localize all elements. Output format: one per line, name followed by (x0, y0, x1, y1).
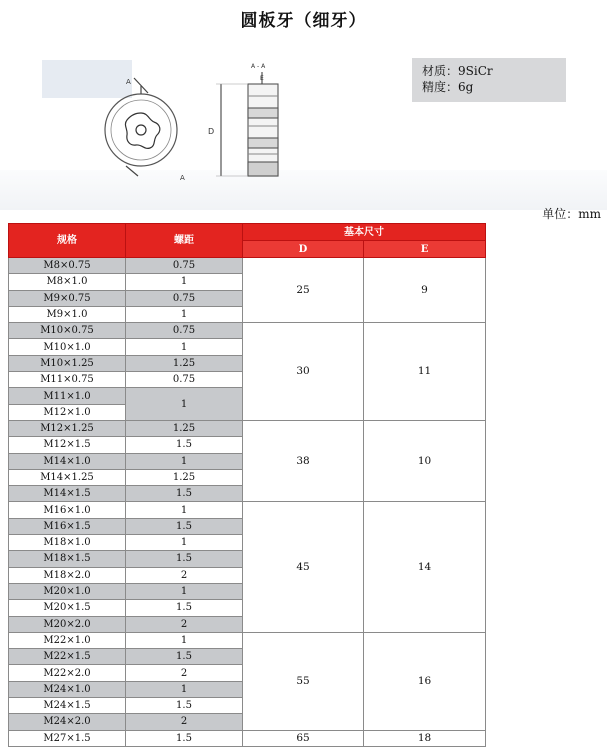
spec-cell: M18×1.0 (9, 535, 126, 551)
spec-cell: M12×1.5 (9, 437, 126, 453)
d-cell: 25 (243, 258, 364, 323)
pitch-cell: 1 (126, 306, 243, 322)
unit-prefix: 单位： (542, 207, 579, 221)
spec-cell: M14×1.5 (9, 486, 126, 502)
spec-cell: M20×1.0 (9, 583, 126, 599)
table-row (9, 323, 486, 339)
die-front-view (105, 78, 177, 176)
spec-table (8, 223, 486, 747)
spec-cell: M14×1.0 (9, 453, 126, 469)
pitch-cell: 1.25 (126, 355, 243, 371)
table-row (9, 502, 486, 518)
label-e: E (260, 75, 264, 82)
label-a-bottom: A (180, 174, 185, 182)
spec-cell: M18×1.5 (9, 551, 126, 567)
d-cell: 55 (243, 632, 364, 730)
e-cell: 16 (364, 632, 486, 730)
table-row (9, 258, 486, 274)
pitch-cell: 1.5 (126, 518, 243, 534)
pitch-cell: 2 (126, 616, 243, 632)
label-d: D (208, 127, 215, 136)
e-cell: 9 (364, 258, 486, 323)
pitch-cell: 1 (126, 274, 243, 290)
pitch-cell: 1.5 (126, 649, 243, 665)
spec-cell: M10×1.0 (9, 339, 126, 355)
header-e: E (364, 241, 486, 258)
table-row (9, 420, 486, 436)
spec-cell: M10×1.25 (9, 355, 126, 371)
d-cell: 38 (243, 420, 364, 501)
page-title: 圆板牙（细牙） (240, 11, 367, 31)
spec-cell: M16×1.5 (9, 518, 126, 534)
spec-cell: M11×0.75 (9, 372, 126, 388)
spec-cell: M14×1.25 (9, 469, 126, 485)
spec-cell: M27×1.5 (9, 730, 126, 746)
header-basic-size: 基本尺寸 (243, 224, 486, 241)
spec-cell: M10×0.75 (9, 323, 126, 339)
pitch-cell: 1 (126, 535, 243, 551)
table-row (9, 632, 486, 648)
pitch-cell: 2 (126, 567, 243, 583)
spec-cell: M24×2.0 (9, 714, 126, 730)
table-row (9, 730, 486, 746)
pitch-cell: 2 (126, 714, 243, 730)
spec-cell: M8×1.0 (9, 274, 126, 290)
pitch-cell: 1 (126, 681, 243, 697)
pitch-cell: 1.5 (126, 730, 243, 746)
material-box (412, 58, 566, 102)
pitch-cell: 1 (126, 502, 243, 518)
spec-cell: M20×1.5 (9, 600, 126, 616)
spec-cell: M8×0.75 (9, 258, 126, 274)
pitch-cell: 0.75 (126, 290, 243, 306)
spec-cell: M20×2.0 (9, 616, 126, 632)
pitch-cell: 1.25 (126, 469, 243, 485)
material-line: 材质：9SiCr (422, 64, 493, 78)
d-cell: 45 (243, 502, 364, 632)
spec-cell: M11×1.0 (9, 388, 126, 404)
pitch-cell: 1.5 (126, 600, 243, 616)
spec-cell: M22×2.0 (9, 665, 126, 681)
pitch-cell: 1.5 (126, 551, 243, 567)
header-d: D (243, 241, 364, 258)
d-cell: 30 (243, 323, 364, 421)
pitch-cell: 1 (126, 632, 243, 648)
header-pitch: 螺距 (126, 224, 243, 258)
spec-cell: M9×0.75 (9, 290, 126, 306)
pitch-cell: 1 (126, 453, 243, 469)
e-cell: 10 (364, 420, 486, 501)
die-drawing (96, 58, 306, 188)
d-cell: 65 (243, 730, 364, 746)
pitch-cell: 2 (126, 665, 243, 681)
spec-cell: M12×1.0 (9, 404, 126, 420)
unit-label (542, 205, 601, 222)
pitch-cell: 0.75 (126, 323, 243, 339)
pitch-cell: 1.5 (126, 486, 243, 502)
label-a-top: A (126, 78, 131, 86)
e-cell: 14 (364, 502, 486, 632)
pitch-cell: 1.25 (126, 420, 243, 436)
pitch-cell: 0.75 (126, 372, 243, 388)
pitch-cell: 0.75 (126, 258, 243, 274)
spec-cell: M18×2.0 (9, 567, 126, 583)
spec-cell: M24×1.0 (9, 681, 126, 697)
die-side-view (216, 72, 278, 176)
pitch-cell: 1 (126, 339, 243, 355)
spec-cell: M9×1.0 (9, 306, 126, 322)
spec-cell: M16×1.0 (9, 502, 126, 518)
spec-table-body (9, 258, 486, 747)
e-cell: 11 (364, 323, 486, 421)
pitch-cell: 1.5 (126, 437, 243, 453)
pitch-cell: 1 (126, 583, 243, 599)
spec-cell: M12×1.25 (9, 420, 126, 436)
e-cell: 18 (364, 730, 486, 746)
precision-line: 精度：6g (422, 80, 474, 94)
pitch-cell: 1.5 (126, 698, 243, 714)
spec-cell: M22×1.0 (9, 632, 126, 648)
header-spec: 规格 (9, 224, 126, 258)
spec-cell: M22×1.5 (9, 649, 126, 665)
label-section: A - A (251, 63, 266, 70)
unit-value: mm (578, 207, 601, 221)
pitch-cell: 1 (126, 388, 243, 421)
spec-cell: M24×1.5 (9, 698, 126, 714)
